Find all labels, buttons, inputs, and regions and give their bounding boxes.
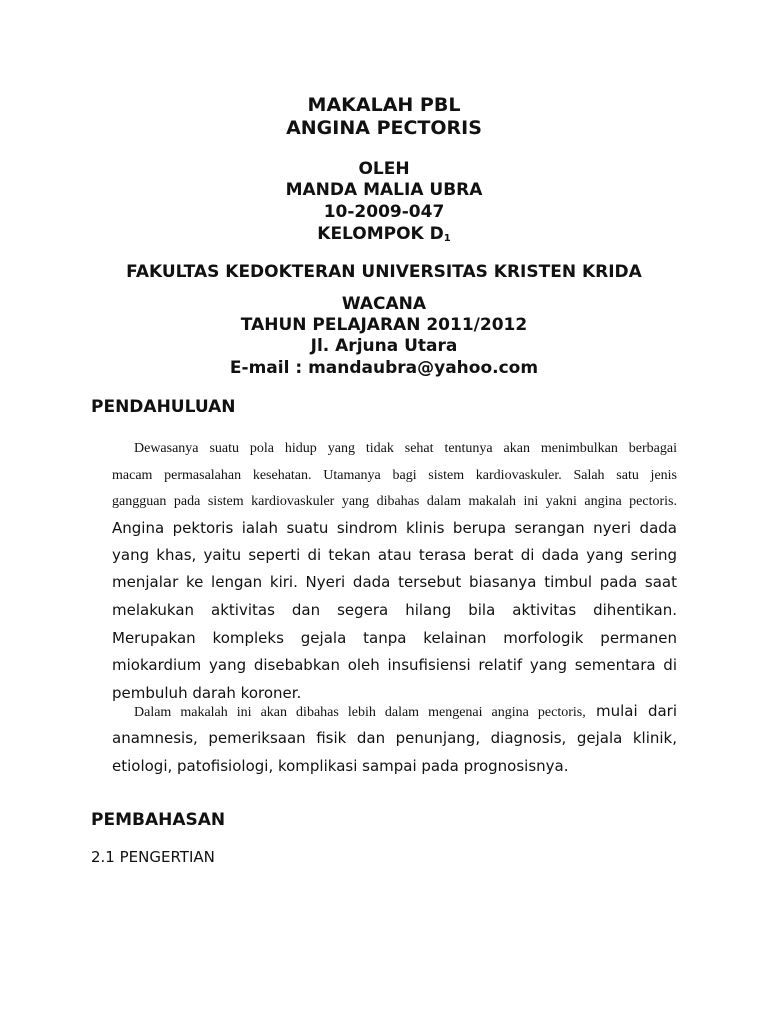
section-heading-pendahuluan: PENDAHULUAN — [91, 397, 236, 417]
paragraph1-line-2: macam permasalahan kesehatan. Utamanya bagi sistem kardiovaskuler. Salah satu jenis — [112, 468, 677, 483]
paragraph1-line-7: melakukan aktivitas dan segera hilang bila aktivitas dihentikan. — [112, 601, 677, 619]
paragraph1-line-3: gangguan pada sistem kardiovaskuler yang dibahas dalam makalah ini yakni angina pectoris. — [112, 494, 677, 509]
title-line-1: MAKALAH PBL — [307, 94, 461, 116]
paragraph2-line-1-sans: mulai dari — [585, 702, 678, 720]
subsection-heading-pengertian: 2.1 PENGERTIAN — [91, 848, 215, 866]
paragraph2-line-3: etiologi, patofisiologi, komplikasi sampai pada prognosisnya. — [112, 757, 569, 775]
author-name: MANDA MALIA UBRA — [285, 180, 483, 200]
paragraph1-line-8: Merupakan kompleks gejala tanpa kelainan morfologik permanen — [112, 629, 677, 647]
paragraph2-line-1 — [112, 701, 677, 721]
academic-year: TAHUN PELAJARAN 2011/2012 — [240, 315, 528, 335]
author-group — [0, 224, 768, 244]
paragraph1-line-10: pembuluh darah koroner. — [112, 684, 302, 702]
institution-line-1: FAKULTAS KEDOKTERAN UNIVERSITAS KRISTEN KRIDA — [126, 262, 642, 282]
paragraph1-line-9: miokardium yang disebabkan oleh insufisiensi relatif yang sementara di — [112, 656, 677, 674]
paragraph1-line-6: menjalar ke lengan kiri. Nyeri dada tersebut biasanya timbul pada saat — [112, 573, 677, 591]
paragraph1-line-5: yang khas, yaitu seperti di tekan atau terasa berat di dada yang sering — [112, 546, 677, 564]
email: E-mail : mandaubra@yahoo.com — [229, 358, 539, 378]
title-line-2: ANGINA PECTORIS — [286, 117, 482, 139]
paragraph2-line-1-serif: Dalam makalah ini akan dibahas lebih dalam mengenai angina pectoris, — [134, 705, 586, 720]
address: Jl. Arjuna Utara — [310, 336, 458, 356]
author-nim: 10-2009-047 — [323, 202, 445, 222]
author-by: OLEH — [358, 159, 410, 179]
paragraph1-line-1: Dewasanya suatu pola hidup yang tidak sehat tentunya akan menimbulkan berbagai — [134, 441, 677, 456]
group-subscript: 1 — [443, 233, 451, 244]
group-label: KELOMPOK D — [317, 224, 444, 244]
paragraph2-line-2: anamnesis, pemeriksaan fisik dan penunjang, diagnosis, gejala klinik, — [112, 729, 677, 747]
section-heading-pembahasan: PEMBAHASAN — [91, 810, 226, 830]
paragraph1-line-4: Angina pektoris ialah suatu sindrom klinis berupa serangan nyeri dada — [112, 519, 677, 537]
institution-line-2: WACANA — [341, 294, 427, 314]
